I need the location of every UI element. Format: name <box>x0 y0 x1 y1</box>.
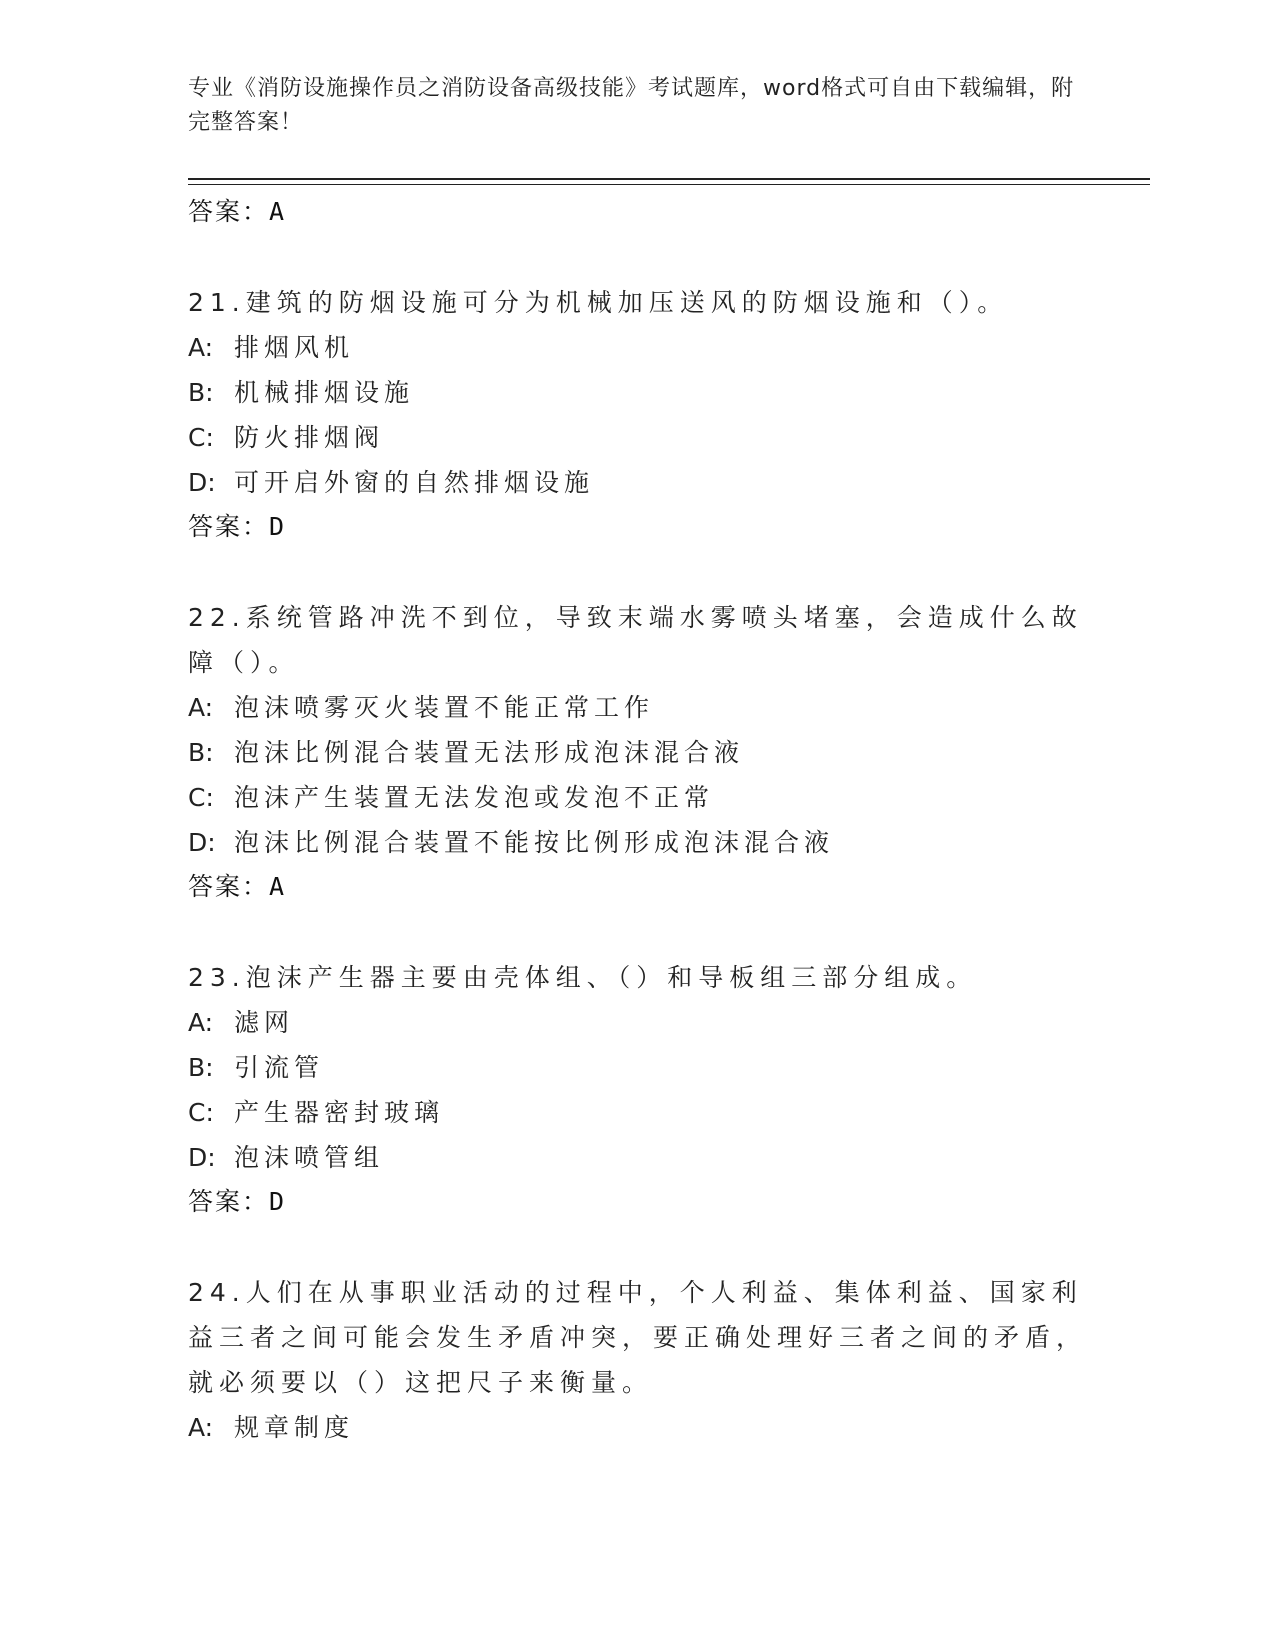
option-item <box>188 460 1088 505</box>
option-text: 引流管 <box>234 1053 325 1082</box>
document-header: 专业《消防设施操作员之消防设备高级技能》考试题库，word格式可自由下载编辑，附完整答案！ <box>188 76 1075 135</box>
option-item <box>188 415 1088 460</box>
option-text: 可开启外窗的自然排烟设施 <box>234 468 595 497</box>
answer-value: A <box>269 872 286 901</box>
question-stem: 21.建筑的防烟设施可分为机械加压送风的防烟设施和（）。 <box>188 288 1009 317</box>
option-item <box>188 730 1088 775</box>
option-text: 产生器密封玻璃 <box>234 1098 445 1127</box>
option-key: D: <box>188 1143 216 1172</box>
option-text: 泡沫产生装置无法发泡或发泡不正常 <box>234 783 715 812</box>
question-list <box>188 190 1088 1450</box>
option-item <box>188 775 1088 820</box>
option-key: A: <box>188 333 214 362</box>
answer-label: 答案： <box>188 512 270 541</box>
option-key: C: <box>188 783 214 812</box>
answer-label: 答案： <box>188 1187 270 1216</box>
option-item <box>188 1090 1088 1135</box>
option-key: C: <box>188 423 214 452</box>
option-text: 泡沫喷雾灭火装置不能正常工作 <box>234 693 655 722</box>
answer-line <box>188 865 1088 909</box>
option-text: 泡沫比例混合装置不能按比例形成泡沫混合液 <box>234 828 835 857</box>
option-key: A: <box>188 1008 214 1037</box>
question-stem: 22.系统管路冲洗不到位，导致末端水雾喷头堵塞，会造成什么故障（）。 <box>188 603 1083 677</box>
answer-line <box>188 1180 1088 1224</box>
option-item <box>188 820 1088 865</box>
option-key: B: <box>188 1053 214 1082</box>
option-text: 滤网 <box>234 1008 295 1037</box>
option-item <box>188 1045 1088 1090</box>
answer-line <box>188 505 1088 549</box>
option-text: 规章制度 <box>234 1413 355 1442</box>
answer-label: 答案： <box>188 197 270 226</box>
question-stem: 24.人们在从事职业活动的过程中，个人利益、集体利益、国家利益三者之间可能会发生矛盾冲突，要正确处理好三者之间的矛盾，就必须要以（）这把尺子来衡量。 <box>188 1278 1088 1397</box>
option-key: B: <box>188 378 214 407</box>
answer-line <box>188 190 1088 234</box>
option-key: C: <box>188 1098 214 1127</box>
option-item <box>188 325 1088 370</box>
option-item <box>188 685 1088 730</box>
option-text: 排烟风机 <box>234 333 355 362</box>
option-item <box>188 370 1088 415</box>
option-key: D: <box>188 468 216 497</box>
option-item <box>188 1405 1088 1450</box>
answer-value: D <box>269 512 286 541</box>
option-text: 泡沫比例混合装置无法形成泡沫混合液 <box>234 738 745 767</box>
option-item <box>188 1135 1088 1180</box>
option-key: B: <box>188 738 214 767</box>
answer-value: D <box>269 1187 286 1216</box>
option-text: 防火排烟阀 <box>234 423 385 452</box>
header-divider-thick <box>188 178 1150 180</box>
option-key: A: <box>188 693 214 722</box>
option-key: A: <box>188 1413 214 1442</box>
header-divider-thin <box>188 184 1150 185</box>
option-text: 机械排烟设施 <box>234 378 415 407</box>
option-text: 泡沫喷管组 <box>234 1143 385 1172</box>
question-stem: 23.泡沫产生器主要由壳体组、（）和导板组三部分组成。 <box>188 963 978 992</box>
answer-label: 答案： <box>188 872 270 901</box>
option-item <box>188 1000 1088 1045</box>
option-key: D: <box>188 828 216 857</box>
answer-value: A <box>269 197 286 226</box>
